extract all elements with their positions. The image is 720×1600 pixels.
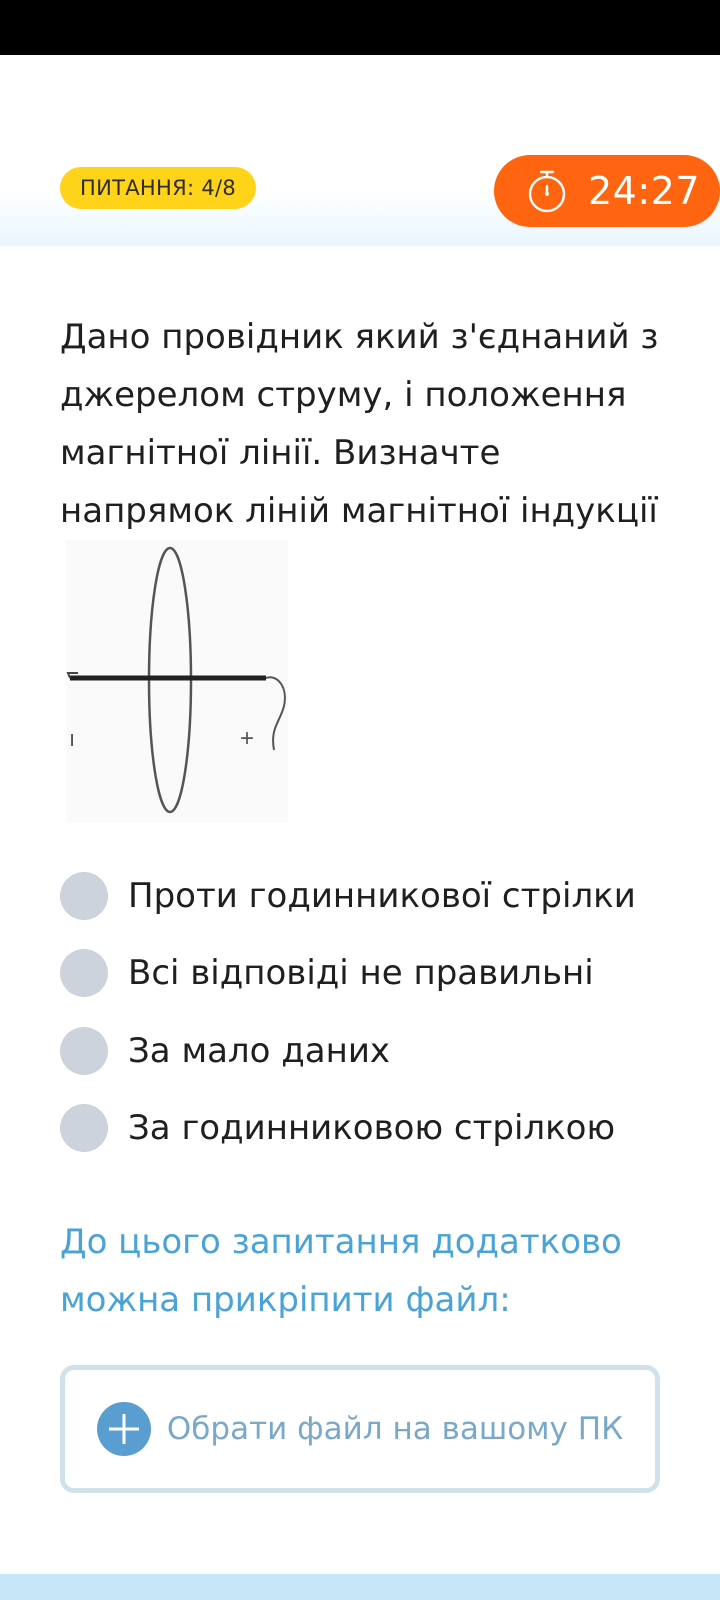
answer-option[interactable] <box>60 1012 700 1090</box>
conductor-figure <box>66 540 288 822</box>
minus-terminal-label: ı <box>69 726 76 751</box>
question-counter: ПИТАННЯ: 4/8 <box>80 176 237 200</box>
answer-list <box>60 857 700 1167</box>
answer-label: Всі відповіді не правильні <box>128 953 594 994</box>
attachment-note: До цього запитання додатково можна прикріпити файл: <box>60 1222 622 1320</box>
plus-icon <box>97 1402 151 1456</box>
answer-option[interactable] <box>60 935 700 1013</box>
status-bar <box>0 0 720 55</box>
answer-option[interactable] <box>60 857 700 935</box>
question-text: Дано провідник який з'єднаний з джерелом струму, і положення магнітної лінії. Визначте напрямок ліній магнітної індукції <box>60 317 659 531</box>
radio-button[interactable] <box>60 1104 108 1152</box>
timer-pill <box>494 155 720 227</box>
lead-wire-right <box>266 677 285 750</box>
answer-label: За мало даних <box>128 1030 391 1071</box>
stopwatch-icon <box>526 168 568 214</box>
answer-option[interactable] <box>60 1090 700 1168</box>
plus-terminal-label: + <box>240 725 255 752</box>
radio-button[interactable] <box>60 872 108 920</box>
timer-value: 24:27 <box>588 169 701 213</box>
choose-file-label: Обрати файл на вашому ПК <box>166 1411 624 1447</box>
radio-button[interactable] <box>60 949 108 997</box>
choose-file-button[interactable] <box>60 1365 660 1493</box>
bottom-bar <box>0 1574 720 1600</box>
answer-label: За годинниковою стрілкою <box>128 1108 616 1149</box>
answer-label: Проти годинникової стрілки <box>128 875 636 916</box>
radio-button[interactable] <box>60 1027 108 1075</box>
question-counter-badge <box>60 167 256 209</box>
